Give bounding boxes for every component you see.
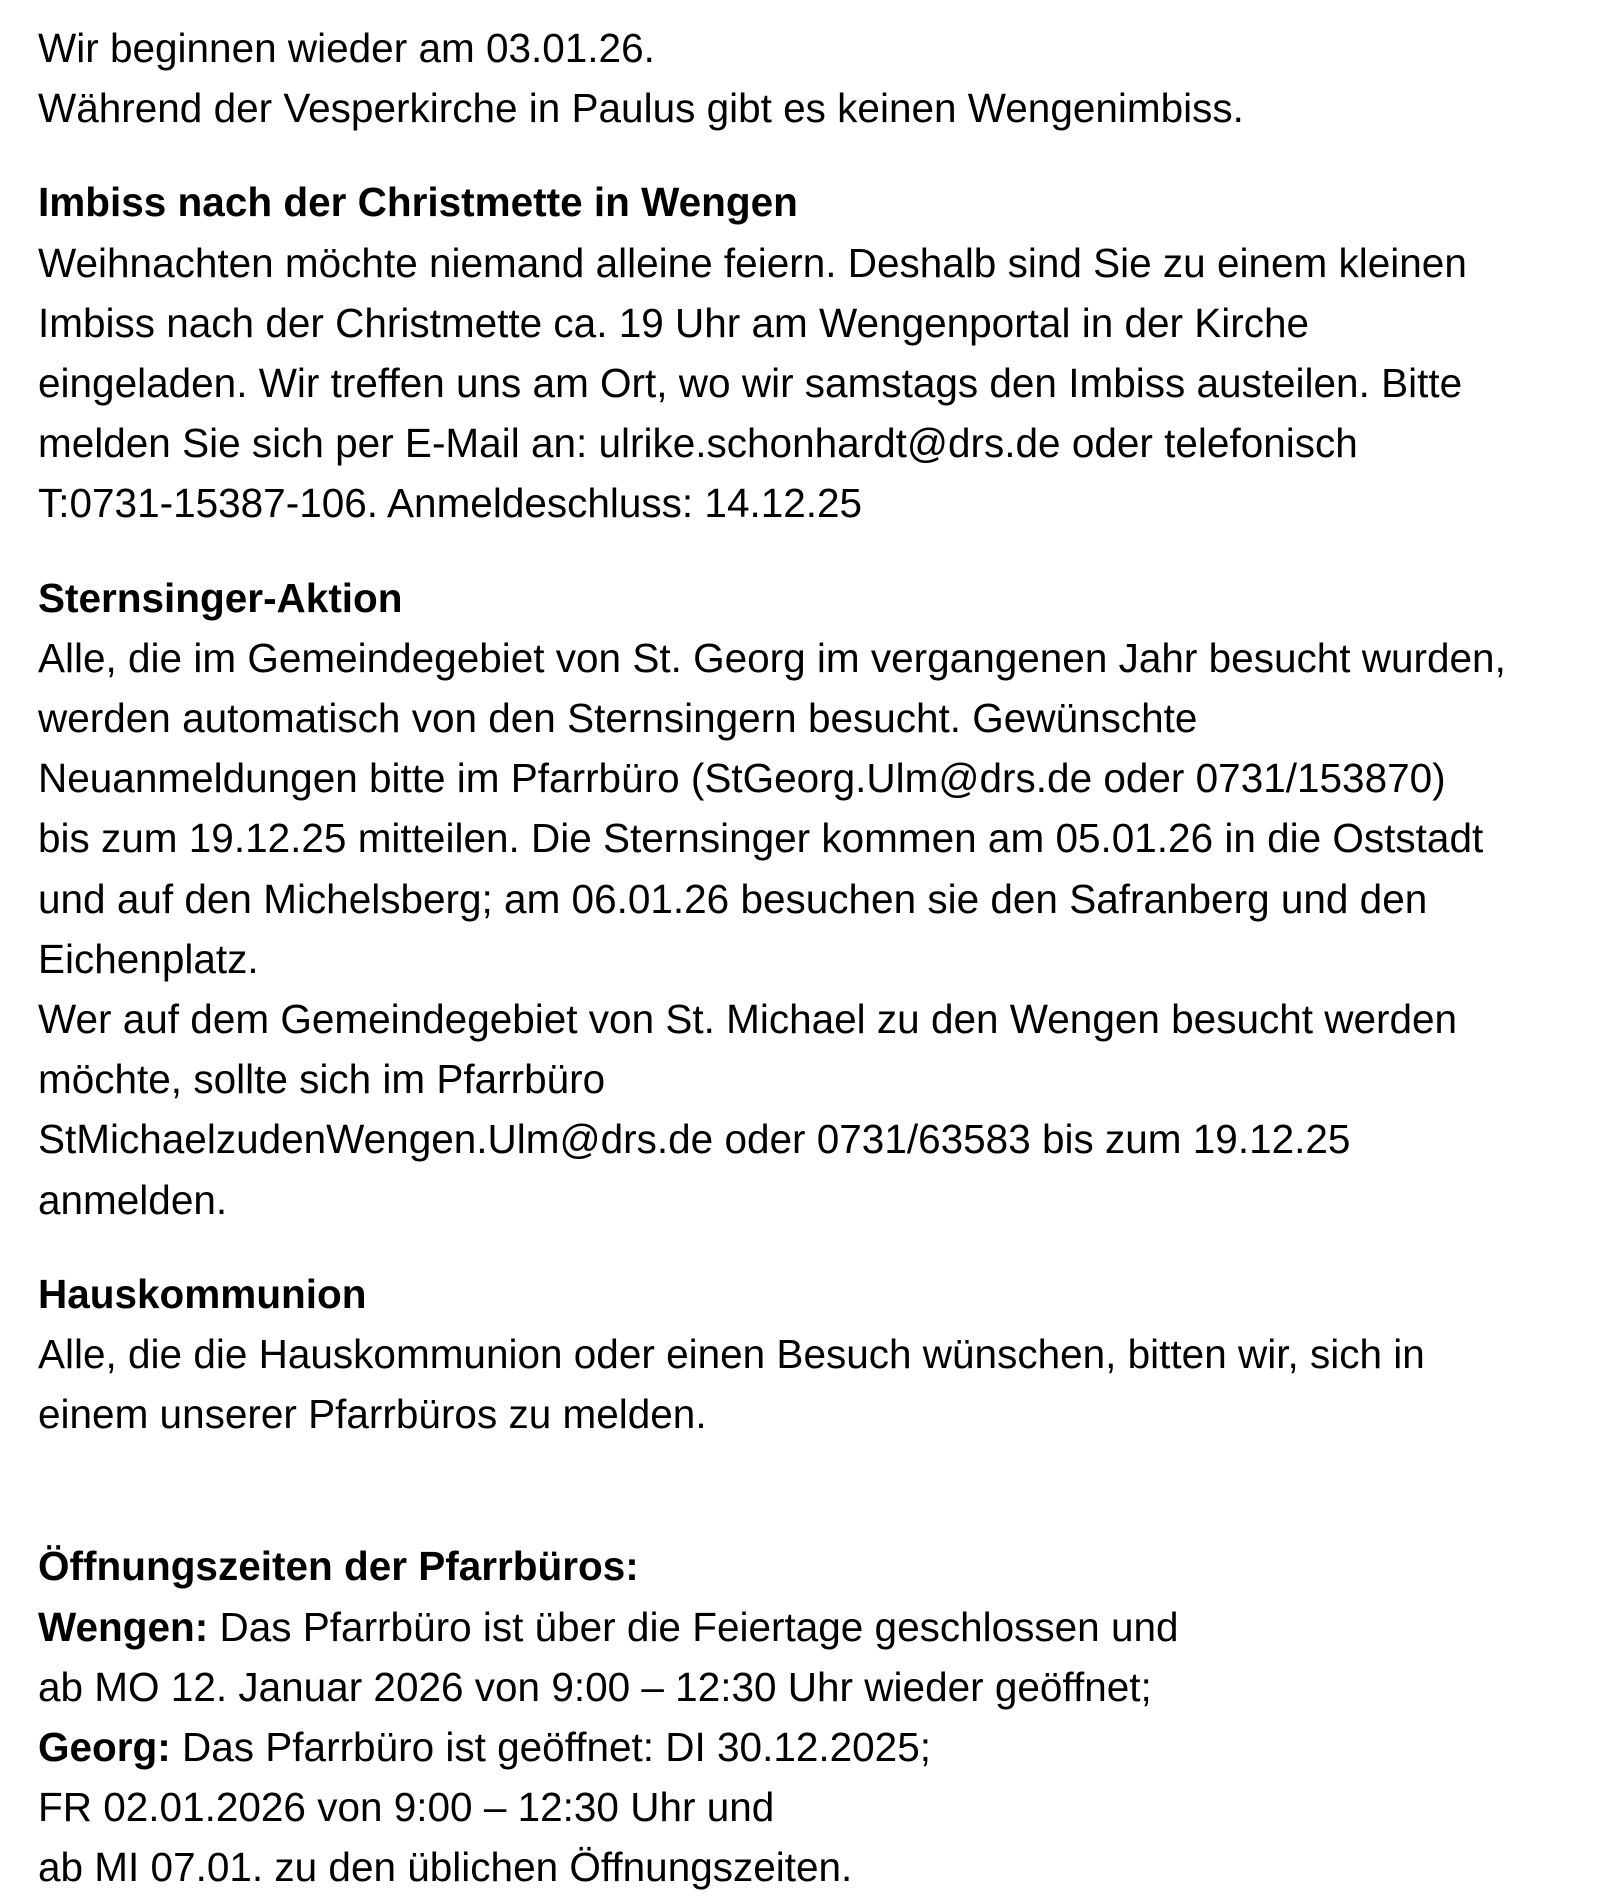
imbiss-line: T:0731-15387-106. Anmeldeschluss: 14.12.25	[38, 480, 863, 527]
sternsinger-line: StMichaelzudenWengen.Ulm@drs.de oder 0731/63583 bis zum 19.12.25	[38, 1116, 1351, 1163]
sternsinger-heading: Sternsinger-Aktion	[38, 574, 403, 621]
wengen-hours-text: Das Pfarrbüro ist über die Feiertage geschlossen und	[208, 1603, 1179, 1650]
imbiss-line: Imbiss nach der Christmette ca. 19 Uhr am Wengenportal in der Kirche	[38, 299, 1310, 346]
imbiss-section	[38, 172, 1598, 533]
sternsinger-line: Alle, die im Gemeindegebiet von St. Georg im vergangenen Jahr besucht wurden,	[38, 634, 1506, 681]
wengen-label: Wengen:	[38, 1603, 209, 1650]
imbiss-line: melden Sie sich per E-Mail an: ulrike.schonhardt@drs.de oder telefonisch	[38, 420, 1358, 467]
hauskommunion-section	[38, 1264, 1598, 1445]
sternsinger-section	[38, 568, 1598, 1230]
georg-hours-line: FR 02.01.2026 von 9:00 – 12:30 Uhr und	[38, 1784, 775, 1831]
hauskommunion-line: Alle, die die Hauskommunion oder einen Besuch wünschen, bitten wir, sich in	[38, 1331, 1425, 1378]
sternsinger-line: bis zum 19.12.25 mitteilen. Die Sternsinger kommen am 05.01.26 in die Oststadt	[38, 815, 1484, 862]
imbiss-line: Weihnachten möchte niemand alleine feiern. Deshalb sind Sie zu einem kleinen	[38, 239, 1467, 286]
spacer	[38, 1444, 1598, 1536]
intro-section	[38, 18, 1598, 138]
oeffnungszeiten-section	[38, 1536, 1598, 1897]
georg-hours-line	[38, 1717, 1598, 1777]
intro-line: Wir beginnen wieder am 03.01.26.	[38, 25, 655, 71]
hauskommunion-heading: Hauskommunion	[38, 1270, 367, 1317]
georg-label: Georg:	[38, 1724, 171, 1771]
spacer	[38, 138, 1598, 172]
sternsinger-line: möchte, sollte sich im Pfarrbüro	[38, 1056, 606, 1103]
sternsinger-line: anmelden.	[38, 1176, 228, 1223]
hauskommunion-line: einem unserer Pfarrbüros zu melden.	[38, 1391, 707, 1438]
georg-hours-text: Das Pfarrbüro ist geöffnet: DI 30.12.2025;	[170, 1724, 931, 1771]
sternsinger-line: und auf den Michelsberg; am 06.01.26 besuchen sie den Safranberg und den	[38, 875, 1428, 922]
sternsinger-line: Neuanmeldungen bitte im Pfarrbüro (StGeorg.Ulm@drs.de oder 0731/153870)	[38, 755, 1446, 802]
sternsinger-line: Wer auf dem Gemeindegebiet von St. Michael zu den Wengen besucht werden	[38, 996, 1458, 1043]
wengen-hours-line: ab MO 12. Januar 2026 von 9:00 – 12:30 Uhr wieder geöffnet;	[38, 1663, 1152, 1710]
sternsinger-line: werden automatisch von den Sternsingern besucht. Gewünschte	[38, 695, 1198, 742]
wengen-hours-line	[38, 1597, 1598, 1657]
georg-hours-line: ab MI 07.01. zu den üblichen Öffnungszeiten.	[38, 1844, 853, 1891]
spacer	[38, 534, 1598, 568]
spacer	[38, 1230, 1598, 1264]
document-page	[38, 18, 1598, 1898]
intro-line: Während der Vesperkirche in Paulus gibt es keinen Wengenimbiss.	[38, 85, 1244, 132]
imbiss-line: eingeladen. Wir treffen uns am Ort, wo wir samstags den Imbiss austeilen. Bitte	[38, 360, 1463, 407]
sternsinger-line: Eichenplatz.	[38, 935, 259, 982]
oeffnungszeiten-heading: Öffnungszeiten der Pfarrbüros:	[38, 1543, 639, 1590]
imbiss-heading: Imbiss nach der Christmette in Wengen	[38, 179, 798, 226]
